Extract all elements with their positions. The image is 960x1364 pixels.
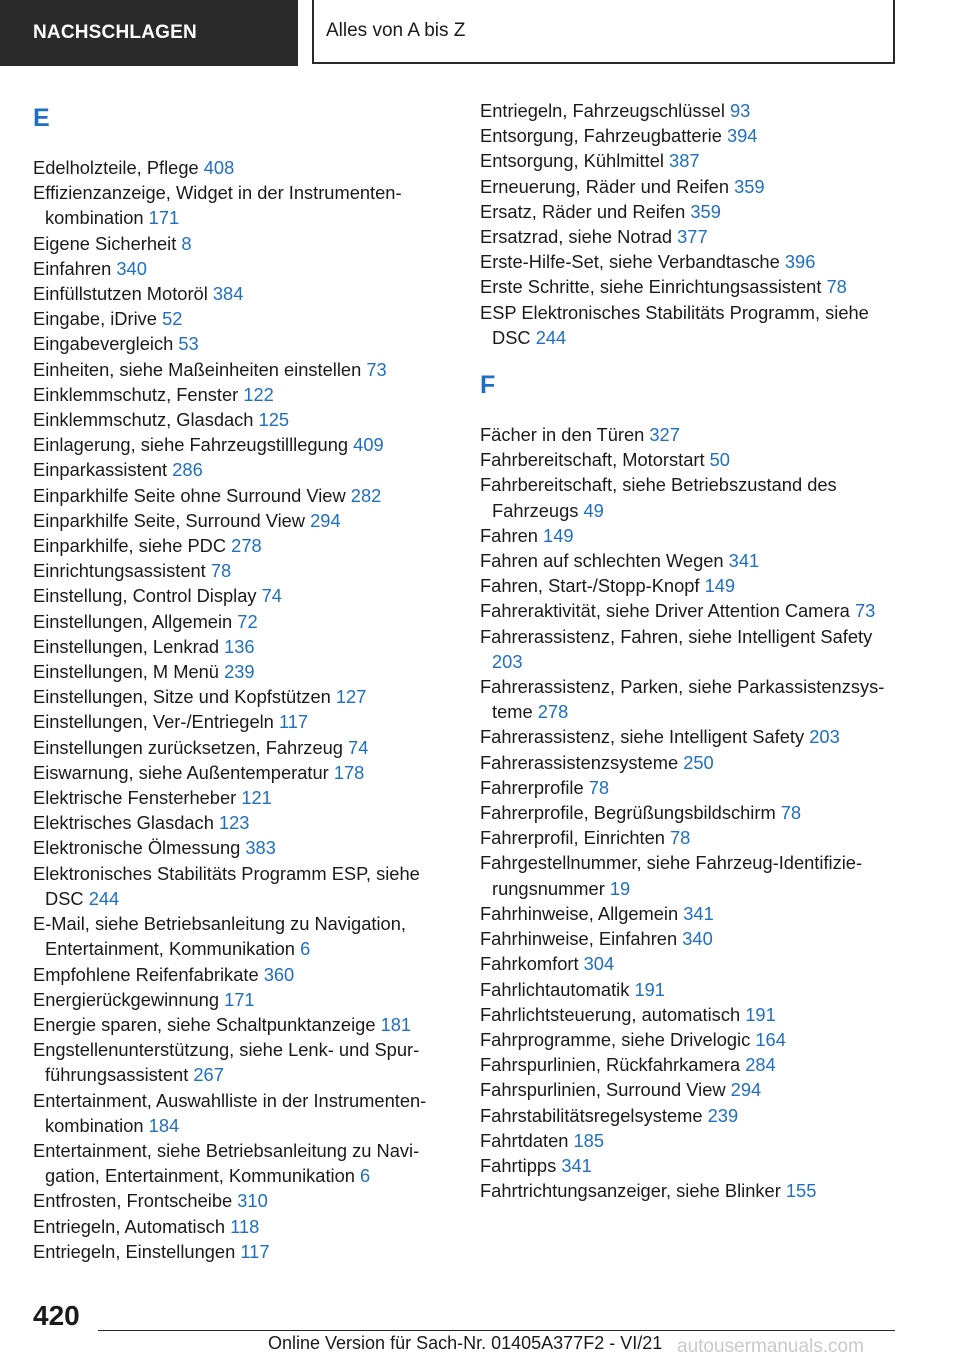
index-entry-term: Entertainment, Auswahlliste in der Instrumentenkombination — [33, 1089, 427, 1136]
index-entry — [480, 573, 900, 598]
page-reference-link[interactable]: 244 — [88, 887, 120, 909]
index-entry — [33, 231, 453, 256]
index-entry-term: Einheiten, siehe Maßeinheiten einstellen — [33, 358, 362, 380]
index-entry — [33, 256, 453, 281]
index-entry — [480, 148, 900, 173]
index-entry-term: Fahrstabilitätsregelsysteme — [480, 1104, 703, 1126]
index-entry-term: Einstellung, Control Display — [33, 585, 257, 607]
index-entry-term: Einparkassistent — [33, 459, 168, 481]
index-entry — [33, 1239, 453, 1264]
page-reference-link[interactable]: 181 — [380, 1013, 412, 1035]
index-entry — [480, 1077, 900, 1102]
index-entry — [33, 331, 453, 356]
page-reference-link[interactable]: 136 — [224, 635, 255, 657]
page-reference-link[interactable]: 394 — [726, 125, 758, 147]
index-entry — [33, 760, 453, 785]
page-reference-link[interactable]: 78 — [210, 560, 232, 582]
page-reference-link[interactable]: 50 — [709, 449, 730, 471]
topic-tab: Alles von A bis Z — [312, 0, 895, 64]
page-reference-link[interactable]: 185 — [573, 1129, 605, 1151]
index-entry-term: Entfrosten, Frontscheibe — [33, 1190, 233, 1212]
index-entry-term: Fahrhinweise, Einfahren — [480, 928, 678, 950]
svg-text:autousermanuals.com: autousermanuals.com — [677, 1336, 864, 1357]
index-entry-term: Fahren — [480, 524, 538, 546]
index-entry — [33, 357, 453, 382]
page-reference-link[interactable]: 78 — [670, 827, 691, 849]
index-entry-term: Entriegeln, Automatisch — [33, 1215, 226, 1237]
index-entry-term: Fahren, Start-/Stopp-Knopf — [480, 575, 700, 597]
index-entry — [480, 1153, 900, 1178]
index-entry — [480, 548, 900, 573]
index-entry — [33, 180, 453, 230]
index-entry-term: Eigene Sicherheit — [33, 232, 177, 254]
page-reference-link[interactable]: 341 — [728, 550, 760, 572]
page-reference-link[interactable]: 125 — [258, 409, 290, 431]
index-entry-list — [480, 98, 900, 350]
page-reference-link[interactable]: 73 — [854, 600, 876, 622]
index-entry — [480, 1052, 900, 1077]
page-reference-link[interactable]: 396 — [784, 251, 816, 273]
page-reference-link[interactable]: 8 — [181, 232, 192, 254]
page-reference-link[interactable]: 78 — [588, 776, 610, 798]
page-reference-link[interactable]: 239 — [224, 661, 255, 683]
index-entry-term: Entertainment, siehe Betriebsanleitung zu Navigation, Entertainment, Kommunikation — [33, 1139, 420, 1187]
page-reference-link[interactable]: 6 — [300, 938, 311, 960]
index-entry — [480, 300, 900, 350]
index-entry-term: Einstellungen zurücksetzen, Fahrzeug — [33, 736, 343, 758]
index-entry-term: Fahrerprofil, Einrichten — [480, 827, 665, 849]
index-entry — [33, 684, 453, 709]
page-reference-link[interactable]: 341 — [683, 902, 714, 924]
index-entry — [33, 1188, 453, 1213]
index-entry — [33, 382, 453, 407]
index-entry-term: Edelholzteile, Pflege — [33, 157, 199, 178]
page-number: 420 — [33, 1300, 80, 1331]
index-entry-term: Fahrtrichtungsanzeiger, siehe Blinker — [480, 1180, 781, 1202]
index-entry-term: Fahreraktivität, siehe Driver Attention Camera — [480, 600, 850, 622]
index-entry — [33, 155, 453, 180]
index-entry-term: Eingabe, iDrive — [33, 308, 157, 330]
index-entry-term: ESP Elektronisches Stabilitäts Programm, siehe DSC — [480, 301, 869, 348]
page-reference-link[interactable]: 239 — [707, 1104, 739, 1126]
index-entry — [480, 750, 900, 775]
index-entry-term: E-Mail, siehe Betriebsanleitung zu Navigation, Entertainment, Kommunikation — [33, 913, 406, 960]
index-entry — [33, 306, 453, 331]
index-entry-term: Fahrlichtautomatik — [480, 978, 630, 1000]
index-entry — [33, 709, 453, 734]
index-entry-term: Fahrlichtsteuerung, automatisch — [480, 1003, 741, 1025]
online-version-note: Online Version für Sach-Nr. 01405A377F2 - VI/21 — [268, 1333, 663, 1353]
index-entry — [33, 634, 453, 659]
index-entry-term: Fahrkomfort — [480, 953, 579, 975]
footer-divider — [98, 1330, 895, 1331]
index-entry-list — [33, 155, 453, 1264]
page-reference-link[interactable]: 53 — [178, 333, 199, 355]
page-reference-link[interactable]: 310 — [237, 1190, 268, 1212]
page-reference-link[interactable]: 78 — [826, 276, 847, 298]
page-reference-link[interactable]: 244 — [535, 326, 567, 348]
index-entry-term: Fahrerassistenzsysteme — [480, 751, 679, 773]
page-reference-link[interactable]: 286 — [172, 459, 203, 481]
page-reference-link[interactable]: 203 — [809, 726, 840, 748]
index-entry — [33, 735, 453, 760]
page-reference-link[interactable]: 359 — [734, 175, 765, 197]
index-entry — [480, 199, 900, 224]
page-reference-link[interactable]: 178 — [333, 761, 365, 783]
page-reference-link[interactable]: 74 — [348, 736, 369, 758]
index-entry — [480, 224, 900, 249]
index-entry — [480, 472, 900, 522]
index-entry — [480, 1027, 900, 1052]
index-entry — [33, 1138, 453, 1188]
index-entry-term: Einklemmschutz, Glasdach — [33, 409, 254, 431]
index-entry — [480, 98, 900, 123]
index-entry — [33, 962, 453, 987]
index-entry — [480, 1002, 900, 1027]
page-reference-link[interactable]: 408 — [203, 157, 235, 178]
index-entry-term: Effizienzanzeige, Widget in der Instrumentenkombination — [33, 182, 402, 229]
index-entry-term: Fahrprogramme, siehe Drivelogic — [480, 1028, 751, 1050]
index-entry-term: Elektrische Fensterheber — [33, 787, 237, 809]
page-reference-link[interactable]: 340 — [116, 257, 147, 279]
index-entry — [480, 598, 900, 623]
page-reference-link[interactable]: 327 — [649, 424, 680, 446]
index-entry — [33, 432, 453, 457]
index-entry — [33, 987, 453, 1012]
index-entry — [33, 558, 453, 583]
index-entry-term: Einstellungen, Sitze und Kopfstützen — [33, 686, 331, 708]
index-entry — [33, 533, 453, 558]
index-entry-term: Entsorgung, Fahrzeugbatterie — [480, 125, 722, 147]
index-entry — [480, 274, 900, 299]
page-reference-link[interactable]: 6 — [360, 1165, 371, 1187]
index-entry — [33, 810, 453, 835]
index-letter-heading: F — [480, 371, 496, 400]
index-entry-term: Fahrspurlinien, Surround View — [480, 1079, 726, 1101]
page-reference-link[interactable]: 294 — [730, 1079, 762, 1101]
index-entry-term: Ersatzrad, siehe Notrad — [480, 226, 673, 248]
index-entry — [33, 583, 453, 608]
index-entry-term: Fahrerassistenz, siehe Intelligent Safety — [480, 726, 805, 748]
index-column-right — [480, 98, 900, 1203]
index-entry — [33, 483, 453, 508]
page-reference-link[interactable]: 117 — [240, 1240, 270, 1262]
page-reference-link[interactable]: 121 — [241, 787, 272, 809]
page-header — [0, 0, 960, 66]
index-entry-term: Entsorgung, Kühlmittel — [480, 150, 664, 172]
index-entry-term: Eiswarnung, siehe Außentemperatur — [33, 761, 329, 783]
section-tab: NACHSCHLAGEN — [0, 0, 298, 66]
page-reference-link[interactable]: 155 — [785, 1180, 817, 1202]
index-entry-term: Einstellungen, Allgemein — [33, 610, 233, 632]
index-entry-term: Einlagerung, siehe Fahrzeugstilllegung — [33, 434, 349, 456]
index-entry-term: Entriegeln, Einstellungen — [33, 1240, 236, 1262]
index-entry-term: Fahrhinweise, Allgemein — [480, 902, 679, 924]
index-entry-term: Einstellungen, Ver-/Entriegeln — [33, 711, 274, 733]
index-entry — [480, 1103, 900, 1128]
page-reference-link[interactable]: 191 — [745, 1003, 776, 1025]
page-reference-link[interactable]: 340 — [682, 928, 713, 950]
page-reference-link[interactable]: 282 — [350, 484, 382, 506]
index-entry — [480, 800, 900, 825]
index-entry-term: Einstellungen, M Menü — [33, 661, 219, 683]
page-reference-link[interactable]: 341 — [561, 1154, 592, 1176]
page-reference-link[interactable]: 278 — [231, 535, 262, 557]
page-reference-link[interactable]: 171 — [148, 207, 180, 229]
index-entry-term: Einparkhilfe Seite, Surround View — [33, 509, 306, 531]
index-entry-term: Entriegeln, Fahrzeugschlüssel — [480, 100, 725, 121]
index-entry — [480, 422, 900, 447]
page-reference-link[interactable]: 203 — [492, 650, 523, 672]
index-entry-term: Erste-Hilfe-Set, siehe Verbandtasche — [480, 251, 780, 273]
page-reference-link[interactable]: 52 — [162, 308, 183, 330]
page-reference-link[interactable]: 387 — [669, 150, 700, 172]
page-reference-link[interactable]: 171 — [224, 988, 255, 1010]
index-entry — [480, 674, 900, 724]
index-entry — [33, 407, 453, 432]
page-reference-link[interactable]: 383 — [245, 837, 276, 859]
page-reference-link[interactable]: 72 — [237, 610, 258, 632]
index-entry — [33, 609, 453, 634]
index-entry — [480, 926, 900, 951]
page-reference-link[interactable]: 118 — [230, 1215, 260, 1237]
index-entry-term: Fahrerassistenz, Fahren, siehe Intelligent Safety — [480, 625, 873, 647]
index-entry — [480, 977, 900, 1002]
index-entry — [33, 281, 453, 306]
index-entry — [480, 523, 900, 548]
index-entry-term: Empfohlene Reifenfabrikate — [33, 963, 259, 985]
index-entry-list — [480, 422, 900, 1203]
index-entry-term: Eingabevergleich — [33, 333, 174, 355]
index-entry-term: Einklemmschutz, Fenster — [33, 383, 239, 405]
index-entry-term: Fahrtdaten — [480, 1129, 569, 1151]
page-reference-link[interactable]: 409 — [353, 434, 384, 456]
index-entry-term: Erneuerung, Räder und Reifen — [480, 175, 729, 197]
page-reference-link[interactable]: 377 — [677, 226, 708, 248]
index-entry-term: Einparkhilfe, siehe PDC — [33, 535, 227, 557]
index-entry-term: Einfahren — [33, 257, 112, 279]
index-entry-term: Elektronisches Stabilitäts Programm ESP, siehe DSC — [33, 862, 420, 909]
page-reference-link[interactable]: 267 — [193, 1064, 224, 1086]
index-entry-term: Fahrerprofile — [480, 776, 584, 798]
index-entry-term: Fahren auf schlechten Wegen — [480, 550, 724, 572]
index-entry-term: Energierückgewinnung — [33, 988, 219, 1010]
index-entry-term: Elektrisches Glasdach — [33, 812, 214, 834]
page-reference-link[interactable]: 74 — [261, 585, 282, 607]
index-entry — [480, 249, 900, 274]
page-reference-link[interactable]: 250 — [683, 751, 714, 773]
page-reference-link[interactable]: 164 — [755, 1028, 786, 1050]
index-entry — [33, 1012, 453, 1037]
index-entry — [480, 775, 900, 800]
index-entry — [33, 457, 453, 482]
page-reference-link[interactable]: 184 — [148, 1114, 180, 1136]
index-entry — [480, 825, 900, 850]
index-entry — [33, 785, 453, 810]
index-entry-term: Fahrgestellnummer, siehe Fahrzeug-Identifizierungsnummer — [480, 852, 863, 899]
watermark-logo — [677, 1332, 947, 1364]
page-reference-link[interactable]: 304 — [583, 953, 615, 975]
index-entry-term: Fahrspurlinien, Rückfahrkamera — [480, 1054, 741, 1076]
page-reference-link[interactable]: 123 — [218, 812, 250, 834]
index-entry — [33, 508, 453, 533]
index-entry — [33, 911, 453, 961]
index-entry — [480, 951, 900, 976]
index-entry — [480, 1178, 900, 1203]
page-reference-link[interactable]: 284 — [745, 1054, 776, 1076]
index-entry — [480, 123, 900, 148]
index-entry-term: Fahrtipps — [480, 1154, 557, 1176]
page-reference-link[interactable]: 93 — [730, 100, 751, 121]
index-entry — [33, 1214, 453, 1239]
page-reference-link[interactable]: 278 — [537, 701, 569, 723]
index-entry — [480, 174, 900, 199]
page-reference-link[interactable]: 127 — [335, 686, 367, 708]
page-reference-link[interactable]: 73 — [366, 358, 387, 380]
index-entry — [33, 1088, 453, 1138]
index-entry-term: Einstellungen, Lenkrad — [33, 635, 219, 657]
index-entry — [480, 1128, 900, 1153]
index-entry — [33, 861, 453, 911]
index-entry-term: Elektronische Ölmessung — [33, 837, 241, 859]
index-letter-heading: E — [33, 104, 50, 132]
index-entry — [480, 724, 900, 749]
page-reference-link[interactable]: 384 — [212, 283, 244, 305]
page-reference-link[interactable]: 360 — [263, 963, 295, 985]
index-entry — [33, 1037, 453, 1087]
index-entry-term: Fächer in den Türen — [480, 424, 645, 446]
page-reference-link[interactable]: 49 — [583, 499, 604, 521]
index-entry — [33, 835, 453, 860]
index-entry — [480, 447, 900, 472]
index-entry-term: Energie sparen, siehe Schaltpunktanzeige — [33, 1013, 376, 1035]
index-entry-term: Fahrerassistenz, Parken, siehe Parkassistenzsysteme — [480, 676, 885, 723]
index-entry-term: Einparkhilfe Seite ohne Surround View — [33, 484, 346, 506]
index-entry-term: Einfüllstutzen Motoröl — [33, 283, 208, 305]
page-reference-link[interactable]: 117 — [278, 711, 309, 733]
index-entry-term: Ersatz, Räder und Reifen — [480, 200, 686, 222]
index-entry — [480, 901, 900, 926]
page-reference-link[interactable]: 191 — [634, 978, 665, 1000]
index-entry — [480, 624, 900, 674]
index-column-left — [33, 98, 453, 1264]
page-reference-link[interactable]: 149 — [543, 524, 574, 546]
index-entry-term: Fahrerprofile, Begrüßungsbildschirm — [480, 802, 776, 824]
page-reference-link[interactable]: 294 — [310, 509, 341, 531]
index-entry-term: Fahrbereitschaft, Motorstart — [480, 449, 705, 471]
index-entry-term: Engstellenunterstützung, siehe Lenk- und Spurführungsassistent — [33, 1039, 420, 1086]
page-reference-link[interactable]: 149 — [704, 575, 736, 597]
page-reference-link[interactable]: 19 — [609, 877, 631, 899]
index-entry-term: Einrichtungsassistent — [33, 560, 206, 582]
page-reference-link[interactable]: 359 — [690, 200, 721, 222]
page-reference-link[interactable]: 78 — [780, 802, 802, 824]
index-entry — [480, 850, 900, 900]
index-entry-term: Fahrbereitschaft, siehe Betriebszustand des Fahrzeugs — [480, 474, 837, 521]
index-entry — [33, 659, 453, 684]
page-reference-link[interactable]: 122 — [243, 383, 274, 405]
index-entry-term: Erste Schritte, siehe Einrichtungsassistent — [480, 276, 822, 298]
